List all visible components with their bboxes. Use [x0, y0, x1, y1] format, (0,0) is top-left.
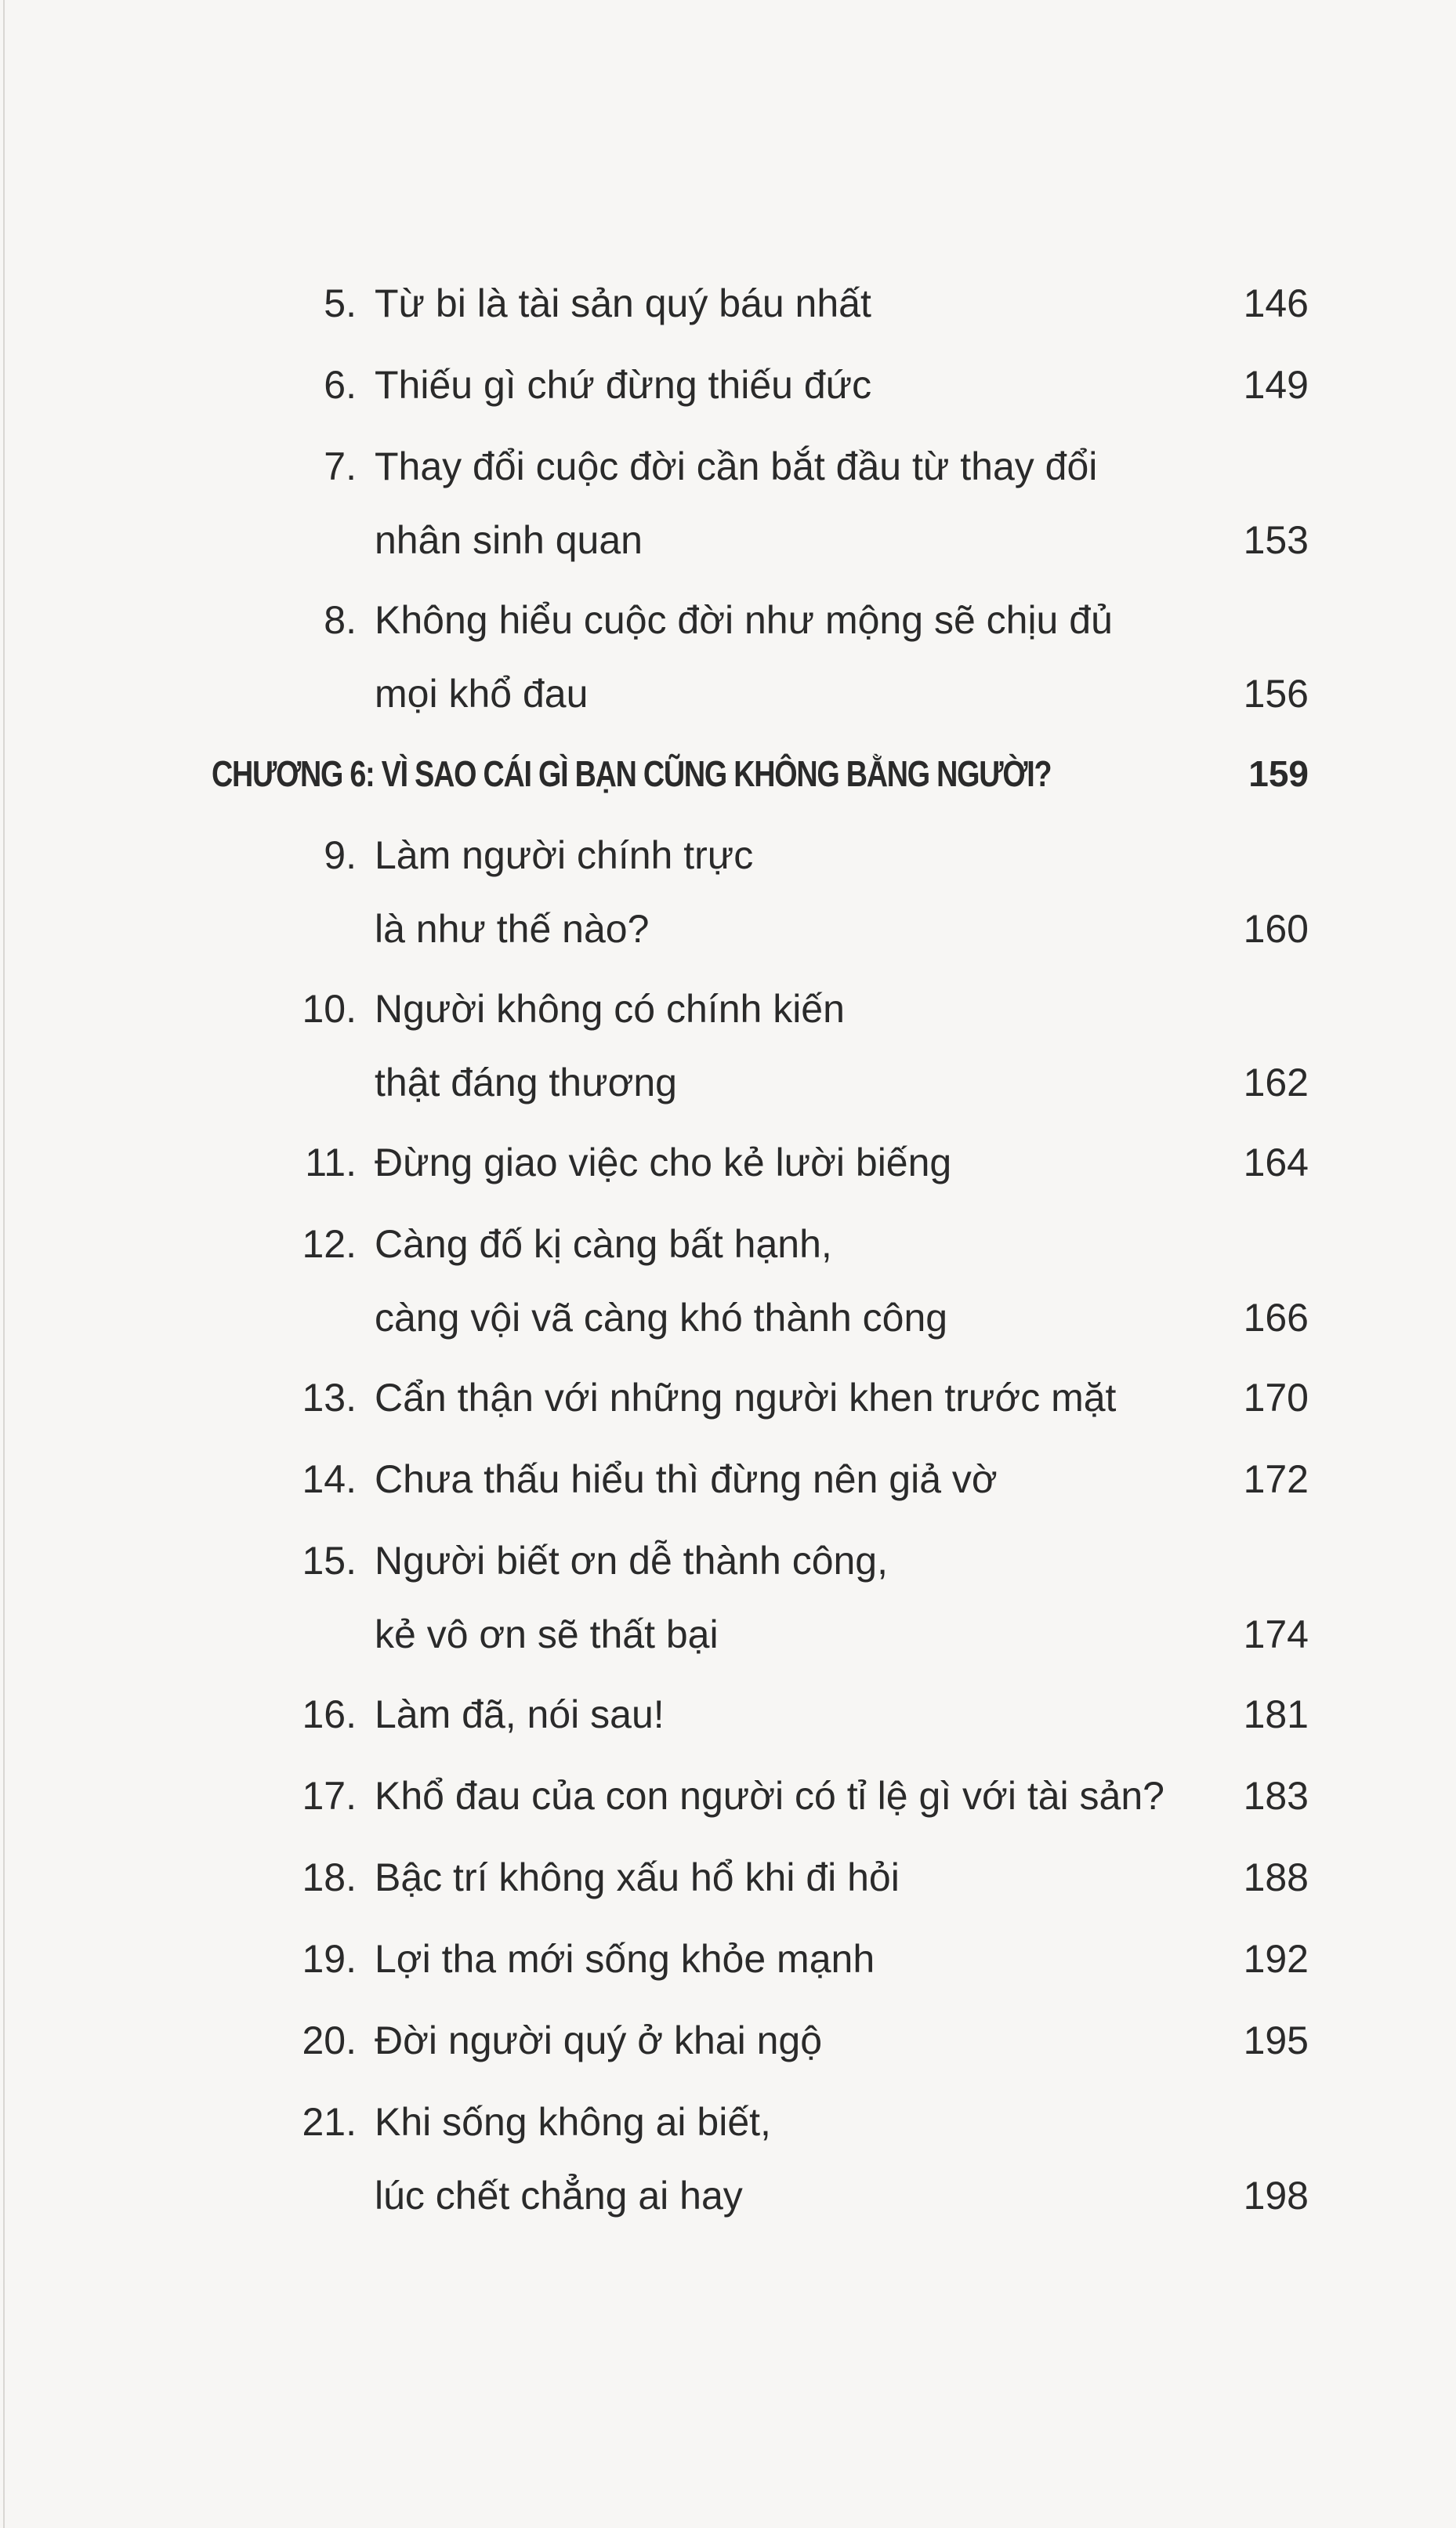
entry-title: Người biết ơn dễ thành công,: [375, 1539, 889, 1583]
entry-number: 20.: [302, 2018, 357, 2062]
entry-page: 174: [1243, 1612, 1309, 1656]
toc-entry: [212, 348, 1309, 430]
toc-entry: [212, 430, 1309, 583]
entry-title-continued: nhân sinh quan: [375, 518, 643, 562]
entry-page: 166: [1243, 1296, 1309, 1340]
entry-title: Đời người quý ở khai ngộ: [375, 2018, 822, 2062]
chapter-page: 159: [1248, 753, 1309, 794]
entry-page: 146: [1243, 281, 1309, 325]
entry-number: 12.: [302, 1222, 357, 1266]
toc-entry: [212, 1361, 1309, 1442]
entry-title: Khổ đau của con người có tỉ lệ gì với tài sản?: [375, 1774, 1164, 1818]
toc-entry: [212, 2085, 1309, 2239]
entry-page: 192: [1243, 1937, 1309, 1981]
toc-entry: [212, 818, 1309, 972]
entry-page: 195: [1243, 2018, 1309, 2062]
entry-number: 9.: [324, 833, 357, 877]
entry-title: Đừng giao việc cho kẻ lười biếng: [375, 1141, 952, 1184]
entry-page: 153: [1243, 518, 1309, 562]
entry-page: 188: [1243, 1855, 1309, 1899]
entry-title-continued: là như thế nào?: [375, 907, 650, 951]
entry-number: 16.: [302, 1692, 357, 1736]
toc-entry: [212, 1759, 1309, 1841]
entry-number: 15.: [302, 1539, 357, 1583]
entry-number: 7.: [324, 444, 357, 488]
entry-title: Người không có chính kiến: [375, 987, 845, 1031]
entry-number: 18.: [302, 1855, 357, 1899]
toc-entry: [212, 267, 1309, 348]
toc-entry: [212, 1677, 1309, 1759]
chapter-heading: [212, 737, 1309, 818]
entry-number: 13.: [302, 1376, 357, 1420]
toc-entry: [212, 1207, 1309, 1361]
entry-number: 11.: [305, 1141, 357, 1184]
entry-number: 19.: [302, 1937, 357, 1981]
entry-title: Thay đổi cuộc đời cần bắt đầu từ thay đổi: [375, 444, 1098, 488]
toc-entry: [212, 1841, 1309, 1922]
entry-page: 172: [1243, 1457, 1309, 1501]
toc-entry: [212, 1442, 1309, 1524]
chapter-title: CHƯƠNG 6: VÌ SAO CÁI GÌ BẠN CŨNG KHÔNG BẰNG NGƯỜI?: [212, 753, 1052, 794]
toc-entry: [212, 2004, 1309, 2085]
toc-entry: [212, 972, 1309, 1126]
toc-entry: [212, 1922, 1309, 2004]
entry-title: Khi sống không ai biết,: [375, 2100, 771, 2144]
entry-number: 8.: [324, 598, 357, 642]
entry-page: 162: [1243, 1061, 1309, 1104]
entry-title: Cẩn thận với những người khen trước mặt: [375, 1376, 1117, 1420]
entry-title: Lợi tha mới sống khỏe mạnh: [375, 1937, 875, 1981]
entry-title: Càng đố kị càng bất hạnh,: [375, 1222, 832, 1266]
toc-entry: [212, 583, 1309, 737]
entry-title: Không hiểu cuộc đời như mộng sẽ chịu đủ: [375, 598, 1113, 642]
entry-title-continued: càng vội vã càng khó thành công: [375, 1296, 948, 1340]
entry-title: Thiếu gì chứ đừng thiếu đức: [375, 363, 872, 407]
entry-page: 164: [1243, 1141, 1309, 1184]
entry-title: Làm đã, nói sau!: [375, 1692, 665, 1736]
entry-page: 170: [1243, 1376, 1309, 1420]
entry-title: Làm người chính trực: [375, 833, 754, 877]
entry-title: Chưa thấu hiểu thì đừng nên giả vờ: [375, 1457, 998, 1501]
entry-number: 21.: [302, 2100, 357, 2144]
entry-page: 156: [1243, 672, 1309, 716]
entry-page: 198: [1243, 2174, 1309, 2218]
entry-page: 149: [1243, 363, 1309, 407]
entry-page: 181: [1243, 1692, 1309, 1736]
toc-entry: [212, 1524, 1309, 1677]
entry-number: 17.: [302, 1774, 357, 1818]
entry-title: Từ bi là tài sản quý báu nhất: [375, 281, 871, 325]
entry-title: Bậc trí không xấu hổ khi đi hỏi: [375, 1855, 900, 1899]
entry-page: 183: [1243, 1774, 1309, 1818]
entry-title-continued: lúc chết chẳng ai hay: [375, 2174, 743, 2218]
entry-number: 6.: [324, 363, 357, 407]
table-of-contents: [212, 267, 1309, 2239]
entry-number: 14.: [302, 1457, 357, 1501]
entry-title-continued: kẻ vô ơn sẽ thất bại: [375, 1612, 719, 1656]
entry-title-continued: mọi khổ đau: [375, 672, 589, 716]
entry-title-continued: thật đáng thương: [375, 1061, 677, 1104]
entry-page: 160: [1243, 907, 1309, 951]
entry-number: 10.: [302, 987, 357, 1031]
page-edge-line: [3, 0, 5, 2528]
entry-number: 5.: [324, 281, 357, 325]
toc-entry: [212, 1126, 1309, 1207]
